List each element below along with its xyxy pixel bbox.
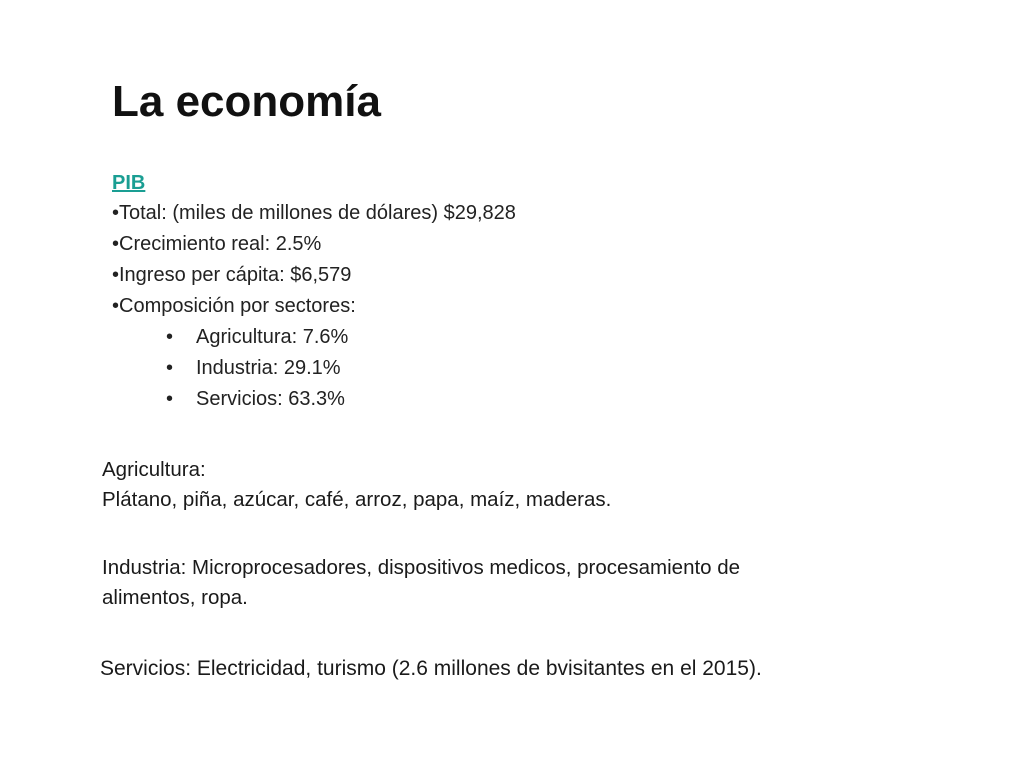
bullet-icon: • xyxy=(166,326,174,348)
sector-label: Agricultura: 7.6% xyxy=(196,326,349,348)
sector-label: Industria: 29.1% xyxy=(196,357,341,379)
sector-item-agricultura xyxy=(112,322,812,353)
pib-composition-line: •Composición por sectores: xyxy=(112,295,356,317)
bullet-icon: • xyxy=(166,357,174,379)
pib-income-line: •Ingreso per cápita: $6,579 xyxy=(112,264,352,286)
agricultura-heading: Agricultura: xyxy=(102,458,206,481)
agricultura-paragraph xyxy=(102,455,922,515)
industria-line-2: alimentos, ropa. xyxy=(102,586,248,609)
industria-line-1: Industria: Microprocesadores, dispositivos medicos, procesamiento de xyxy=(102,556,741,579)
sector-item-servicios xyxy=(112,384,812,415)
servicios-text: Servicios: Electricidad, turismo (2.6 millones de bvisitantes en el 2015). xyxy=(100,657,762,680)
sector-item-industria xyxy=(112,353,812,384)
industria-paragraph xyxy=(102,553,922,613)
pib-link[interactable]: PIB xyxy=(112,172,146,194)
pib-section xyxy=(112,168,812,415)
pib-growth-line: •Crecimiento real: 2.5% xyxy=(112,233,322,255)
pib-total-line: •Total: (miles de millones de dólares) $29,828 xyxy=(112,202,516,224)
slide-title: La economía xyxy=(112,77,381,126)
bullet-icon: • xyxy=(166,388,174,410)
sector-label: Servicios: 63.3% xyxy=(196,388,345,410)
servicios-paragraph xyxy=(100,654,920,684)
sector-list xyxy=(112,322,812,415)
agricultura-text: Plátano, piña, azúcar, café, arroz, papa, maíz, maderas. xyxy=(102,488,612,511)
